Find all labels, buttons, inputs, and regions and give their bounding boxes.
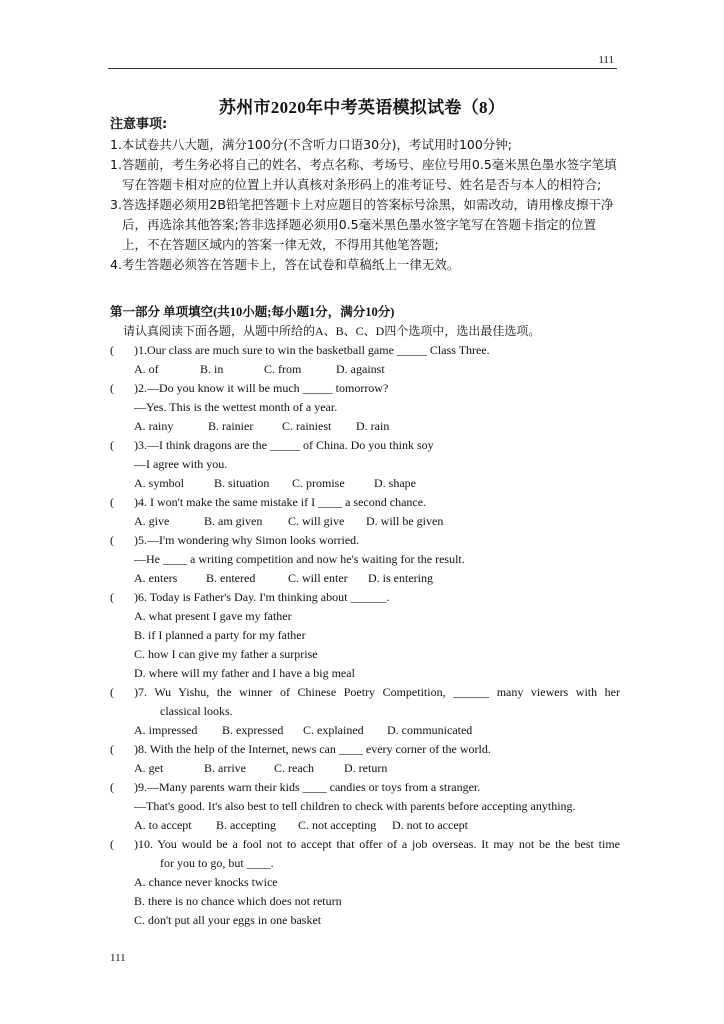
question-3 — [110, 436, 620, 455]
option-b: B. expressed — [222, 723, 284, 737]
exam-title: 苏州市2020年中考英语模拟试卷（8） — [218, 98, 506, 117]
question-stem: )6. Today is Father's Day. I'm thinking about ______. — [134, 590, 390, 604]
option-b: B. in — [200, 362, 224, 376]
option-a: A. enters — [134, 571, 178, 585]
option-c: C. how I can give my father a surprise — [134, 647, 318, 661]
question-stem: )8. With the help of the Internet, news can ____ every corner of the world. — [134, 742, 491, 756]
question-2 — [110, 379, 620, 398]
answer-paren: ( — [110, 685, 114, 699]
question-stem: )2.—Do you know it will be much _____ tomorrow? — [134, 381, 389, 395]
page-number-top: 111 — [598, 54, 614, 66]
answer-paren: ( — [110, 381, 114, 395]
option-d: D. shape — [374, 476, 416, 490]
question-stem: )5.—I'm wondering why Simon looks worried. — [134, 533, 360, 547]
answer-paren: ( — [110, 742, 114, 756]
option-d: D. where will my father and I have a big meal — [134, 666, 355, 680]
section-instruction: 请认真阅读下面各题，从题中所给的A、B、C、D四个选项中，选出最佳选项。 — [123, 324, 541, 338]
question-4 — [110, 493, 620, 512]
options-q9 — [110, 816, 620, 835]
option-b: B. if I planned a party for my father — [134, 628, 306, 642]
dialogue-reply: —Yes. This is the wettest month of a year. — [134, 400, 338, 414]
options-q7 — [110, 721, 620, 740]
question-7 — [110, 683, 620, 702]
option-a: A. of — [134, 362, 159, 376]
options-q8 — [110, 759, 620, 778]
option-c: C. not accepting — [298, 818, 377, 832]
option-d: D. rain — [356, 419, 390, 433]
option-b: B. accepting — [216, 818, 276, 832]
option-c: C. will enter — [288, 571, 348, 585]
section-1 — [110, 303, 620, 930]
option-c: C. explained — [303, 723, 364, 737]
question-9 — [110, 778, 620, 797]
notice-block — [110, 115, 618, 275]
question-1 — [110, 341, 620, 360]
header-rule — [108, 68, 617, 69]
notice-item: 1.答题前，考生务必将自己的姓名、考点名称、考场号、座位号用0.5毫米黑色墨水签字笔填写在答题卡相对应的位置上并认真核对条形码上的准考证号、姓名是否与本人的相符合; — [110, 157, 617, 192]
option-b: B. there is no chance which does not return — [134, 894, 342, 908]
page-number-bottom: 111 — [110, 952, 126, 964]
question-stem: )4. I won't make the same mistake if I ____ a second chance. — [134, 495, 427, 509]
dialogue-reply: —That's good. It's also best to tell children to check with parents before accepting anything. — [134, 799, 576, 813]
answer-paren: ( — [110, 438, 114, 452]
options-q2 — [110, 417, 620, 436]
answer-paren: ( — [110, 590, 114, 604]
question-stem: )9.—Many parents warn their kids ____ candies or toys from a stranger. — [134, 780, 481, 794]
answer-paren: ( — [110, 837, 114, 851]
answer-paren: ( — [110, 533, 114, 547]
option-a: A. chance never knocks twice — [134, 875, 278, 889]
option-a: A. give — [134, 514, 170, 528]
options-q4 — [110, 512, 620, 531]
answer-paren: ( — [110, 780, 114, 794]
option-c: C. promise — [292, 476, 345, 490]
option-d: D. communicated — [387, 723, 473, 737]
section-heading: 第一部分 单项填空(共10小题;每小题1分，满分10分) — [110, 305, 395, 319]
option-b: B. rainier — [208, 419, 254, 433]
option-b: B. situation — [214, 476, 270, 490]
option-b: B. arrive — [204, 761, 246, 775]
option-a: A. impressed — [134, 723, 198, 737]
question-stem: )10. You would be a fool not to accept that offer of a job overseas. It may not be the best time — [134, 837, 620, 851]
question-stem: )7. Wu Yishu, the winner of Chinese Poetry Competition, ______ many viewers with her — [134, 685, 620, 699]
question-stem: )1.Our class are much sure to win the basketball game _____ Class Three. — [134, 343, 490, 357]
option-b: B. entered — [206, 571, 256, 585]
options-q5 — [110, 569, 620, 588]
question-6 — [110, 588, 620, 607]
notice-item: 1.本试卷共八大题，满分100分(不含听力口语30分)，考试用时100分钟; — [110, 137, 513, 152]
question-stem: )3.—I think dragons are the _____ of China. Do you think soy — [134, 438, 434, 452]
notice-item: 3.答选择题必须用2B铅笔把答题卡上对应题目的答案标号涂黑，如需改动，请用橡皮擦干净后，再选涂其他答案;答非选择题必须用0.5毫米黑色墨水签字笔写在答题卡指定的位置上，不在答题区域内的答案一律无效，不得用其他笔答题; — [110, 197, 614, 252]
option-a: A. to accept — [134, 818, 192, 832]
option-d: D. return — [344, 761, 388, 775]
option-a: A. rainy — [134, 419, 174, 433]
question-10 — [110, 835, 620, 854]
notice-heading: 注意事项: — [110, 117, 168, 132]
option-d: D. will be given — [366, 514, 444, 528]
question-continuation: for you to go, but ____. — [160, 856, 274, 870]
dialogue-reply: —I agree with you. — [134, 457, 228, 471]
option-c: C. will give — [288, 514, 345, 528]
option-d: D. is entering — [368, 571, 433, 585]
options-q3 — [110, 474, 620, 493]
option-a: A. get — [134, 761, 164, 775]
answer-paren: ( — [110, 343, 114, 357]
option-c: C. from — [264, 362, 302, 376]
answer-paren: ( — [110, 495, 114, 509]
option-d: D. against — [336, 362, 385, 376]
option-c: C. rainiest — [282, 419, 332, 433]
option-c: C. don't put all your eggs in one basket — [134, 913, 322, 927]
question-continuation: classical looks. — [160, 704, 233, 718]
question-5 — [110, 531, 620, 550]
notice-item: 4.考生答题必须答在答题卡上，答在试卷和草稿纸上一律无效。 — [110, 257, 460, 272]
option-b: B. am given — [204, 514, 263, 528]
options-q1 — [110, 360, 620, 379]
option-c: C. reach — [274, 761, 314, 775]
dialogue-reply: —He ____ a writing competition and now he's waiting for the result. — [134, 552, 465, 566]
question-8 — [110, 740, 620, 759]
option-d: D. not to accept — [392, 818, 468, 832]
option-a: A. what present I gave my father — [134, 609, 292, 623]
option-a: A. symbol — [134, 476, 185, 490]
